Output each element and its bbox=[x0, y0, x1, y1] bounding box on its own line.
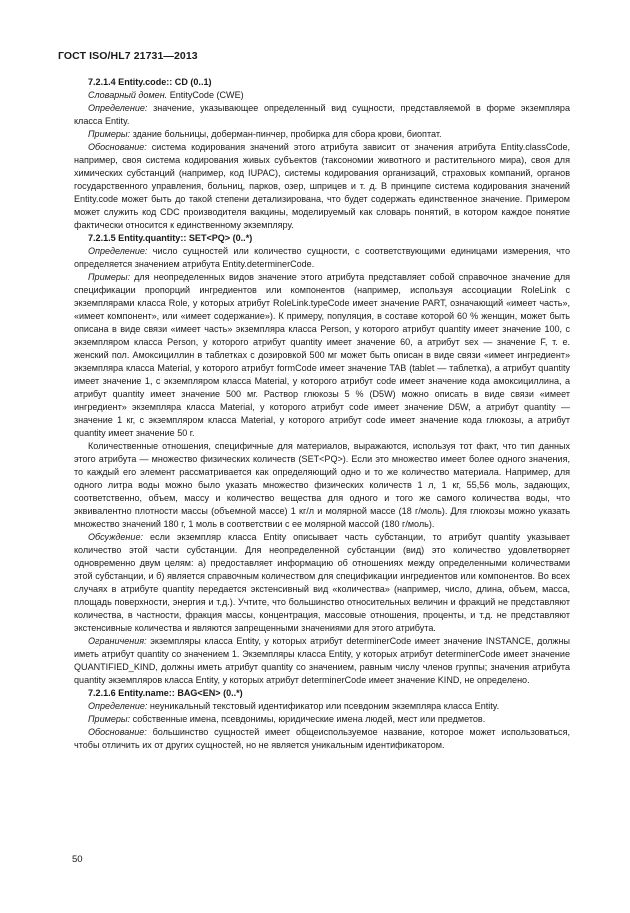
text: система кодирования значений этого атрибута зависит от значения атрибута Entity.classCode, например, своя система кодирования живых субъектов (таксономии животного и растительного мира), своя для химических субстанций (например, код IUPAC), системы кодирования организаций, страховых компаний, органов государственного управления, больниц, парков, озер, шприцев и т. д. В принципе система кодирования значений Entity.code может быть до такой степени детализирована, что будет содержать единственное значение. Примером может служить код CDC производителя вакцины, моделируемый как словарь понятий, в котором каждое понятие фактически относится к единственному экземпляру. bbox=[74, 142, 570, 230]
text: собственные имена, псевдонимы, юридические имена людей, мест или предметов. bbox=[130, 714, 486, 724]
text: экземпляры класса Entity, у которых атрибут determinerCode имеет значение INSTANCE, должны иметь атрибут quantity со значением 1. Экземпляры класса Entity, у которых атрибут determinerCode имеет значение QUANTIFIED_KIND, должны иметь атрибут quantity со значением, равным числу членов группы; значения атрибута quantity экземпляров класса Entity, у которых атрибут determinerCode имеет значение KIND, не определено. bbox=[74, 636, 570, 685]
definition bbox=[74, 700, 570, 713]
section-heading-entity-quantity: 7.2.1.5 Entity.quantity:: SET<PQ> (0..*) bbox=[88, 233, 253, 243]
definition bbox=[74, 102, 570, 128]
text: число сущностей или количество сущности, с соответствующими единицами измерения, что определяется значением атрибута Entity.determinerCode. bbox=[74, 246, 570, 269]
rationale bbox=[74, 141, 570, 232]
discussion bbox=[74, 531, 570, 635]
examples bbox=[74, 128, 570, 141]
label: Определение: bbox=[88, 701, 148, 711]
label: Определение: bbox=[88, 246, 148, 256]
section-heading-entity-name: 7.2.1.6 Entity.name:: BAG<EN> (0..*) bbox=[88, 688, 243, 698]
examples bbox=[74, 713, 570, 726]
constraints bbox=[74, 635, 570, 687]
text: здание больницы, доберман-пинчер, пробирка для сбора крови, биоптат. bbox=[130, 129, 442, 139]
label: Ограничения: bbox=[88, 636, 147, 646]
label: Примеры: bbox=[88, 714, 131, 724]
label: Словарный домен. bbox=[88, 90, 168, 100]
section-heading-entity-code: 7.2.1.4 Entity.code:: CD (0..1) bbox=[88, 77, 212, 87]
label: Обоснование: bbox=[88, 727, 147, 737]
text: неуникальный текстовый идентификатор или псевдоним экземпляра класса Entity. bbox=[147, 701, 500, 711]
document-header: ГОСТ ISO/HL7 21731—2013 bbox=[58, 50, 198, 62]
definition bbox=[74, 245, 570, 271]
label: Примеры: bbox=[88, 272, 131, 282]
label: Обсуждение: bbox=[88, 532, 143, 542]
label: Обоснование: bbox=[88, 142, 147, 152]
text: для неопределенных видов значение этого атрибута представляет собой справочное значение для спецификации пропорций ингредиентов или компонентов (например, используя ассоциации RoleLink с экземплярами класса Role, у которых атрибут RoleLink.typeCode имеет значение PART, означающий «имеет часть», «имеет компонент», или «имеет содержание»). К примеру, популяция, в составе которой 60 % женщин, может быть описана в виде связи «имеет часть» экземпляра класса Person, у которого атрибут quantity имеет значение 100, с экземпляром класса Person, у которого атрибут quantity имеет значение 60, а атрибут sex — значение F, т. е. женский пол. Амоксициллин в таблетках с дозировкой 500 мг может быть описан в виде связи «имеет ингредиент» экземпляра класса Material, у которого атрибут formCode имеет значение TAB (tablet — таблетка), а атрибут quantity имеет значение 1, с экземпляром класса Material, у которого атрибут code имеет значение кода амоксициллина, а атрибут quantity имеет значение 500 мг. Раствор глюкозы 5 % (D5W) можно описать в виде связи «имеет ингредиент» экземпляра класса Material, у которого атрибут code имеет значение D5W, а атрибут quantity — значение 1 кг, с экземпляром класса Material, у которого атрибут code имеет значение кода глюкозы, а атрибут quantity имеет значение 50 г. bbox=[74, 272, 570, 438]
page-body bbox=[74, 76, 570, 752]
text: значение, указывающее определенный вид сущности, представляемой в форме экземпляра класса Entity. bbox=[74, 103, 570, 126]
paragraph: Количественные отношения, специфичные для материалов, выражаются, используя тот факт, что тип данных этого атрибута — множество физических количеств (SET<PQ>). Если это множество имеет более одного значения, то каждый его элемент рассматривается как определяющий одно и то же количество материала. Например, для одного литра воды можно было указать множество физических количеств 1 л, 1 кг, 55,56 моль, задающих, соответственно, объем, массу и количество вещества для одного и того же самого количества воды, что эквивалентно плотности массы (объемной массе) 1 кг/л и молярной массе (18 г/моль). Для глюкозы можно указать множество значений 180 г, 1 моль в соответствии с ее молярной массой (180 г/моль). bbox=[74, 441, 570, 529]
label: Определение: bbox=[88, 103, 148, 113]
examples bbox=[74, 271, 570, 440]
page-number: 50 bbox=[72, 854, 83, 865]
vocabulary-domain bbox=[74, 89, 570, 102]
text: EntityCode (CWE) bbox=[167, 90, 244, 100]
text: если экземпляр класса Entity описывает часть субстанции, то атрибут quantity указывает количество этой части субстанции. Для неопределенной субстанции (вид) это количество удовлетворяет одновременно двум целям: а) предоставляет информацию об отношениях между определенными количествами этой субстанции, и б) является справочным количеством для спецификации ингредиентов или компонентов. Во всех случаях в атрибуте quantity передается экстенсивный вид «количества» (например, число, длина, объем, масса, площадь поверхности, энергия и т.д.). Учтите, что большинство относительных величин и фракций не представляют количества, в частности, фракция массы, концентрация, массовые отношения, проценты, и т.д. не представляют экстенсивные количества и являются запрещенными значениями для этого атрибута. bbox=[74, 532, 570, 633]
rationale bbox=[74, 726, 570, 752]
label: Примеры: bbox=[88, 129, 131, 139]
text: большинство сущностей имеет общеиспользуемое название, которое может использоваться, чтобы отличить их от других сущностей, но не является уникальным идентификатором. bbox=[74, 727, 570, 750]
